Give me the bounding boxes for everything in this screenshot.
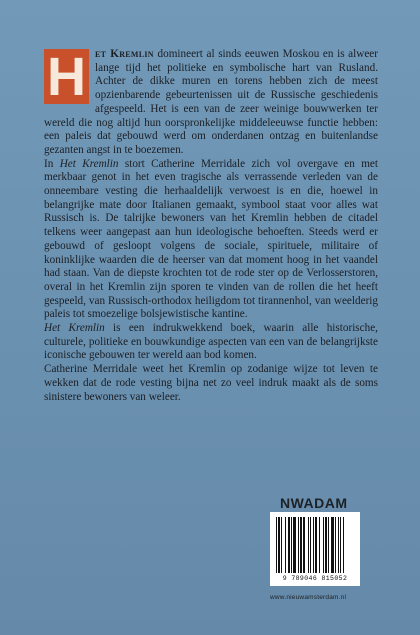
isbn-barcode (270, 512, 360, 586)
book-title-italic: Het Kremlin (59, 157, 119, 170)
blurb-paragraph-2 (44, 158, 378, 322)
paragraph-2-lead: In (44, 157, 60, 170)
blurb-text (44, 48, 378, 404)
drop-cap-letter: H (44, 49, 89, 104)
paragraph-3-text: is een indrukwekkend boek, waarin alle historische, culturele, politieke en bouwkundige aspecten van een van de belangrijkste iconische gebouwen ter wereld aan bod komen. (44, 322, 378, 362)
isbn-number: 9 789046 815052 (282, 575, 348, 582)
blurb-paragraph-3 (44, 322, 378, 363)
opening-small-caps: et Kremlin (95, 48, 154, 60)
blurb-paragraph-4: Catherine Merridale weet het Kremlin op zodanige wijze tot leven te wekken dat de rode vesting bijna net zo veel indruk maakt als de soms sinistere bewoners van weleer. (44, 363, 378, 403)
publisher-website: www.nieuwamsterdam.nl (270, 594, 347, 601)
publisher-logo: NWADAM (280, 495, 348, 511)
paragraph-2-text: stort Catherine Merridale zich vol overgave en met merkbaar genot in het even tragische als verrassende verleden van de onneembare vesting die herhaaldelijk verwoest is en die, hoewel in belangrijke mate door Italianen gemaakt, symbool staat voor alles wat Russisch is. De talrijke bewoners van het Kremlin hebben de citadel telkens weer aangepast aan hun ideologische behoeften. Steeds werd er gebouwd of gesloopt volgens de sociale, spirituele, militaire of koninklijke waarden die de heerser van dat moment hoog in het vaandel had staan. Van de diepste krochten tot de rode ster op de Verlosserstoren, overal in het Kremlin zijn sporen te vinden van de rollen die het heeft gespeeld, van Russisch-orthodox heiligdom tot tirannenhol, van weelderig paleis tot smoezelige bolsjewistische kantine. (44, 157, 378, 321)
barcode-bars (276, 517, 354, 573)
blurb-paragraph-1 (44, 48, 378, 158)
paragraph-1-text: domineert al sinds eeuwen Moskou en is alweer lange tijd het politieke en symbolische hart van Rusland. Achter de dikke muren en torens hebben zich de meest opzienbarende gebeurtenissen uit de Russische geschiedenis afgespeeld. Het is een van de zeer weinige bouwwerken ter wereld die nog altijd hun oorspronkelijke middeleeuwse functie hebben: een paleis dat gebouwd werd om onderdanen ontzag en buitenlandse gezanten angst in te boezemen. (44, 48, 378, 156)
book-title-italic: Het Kremlin (44, 322, 105, 335)
